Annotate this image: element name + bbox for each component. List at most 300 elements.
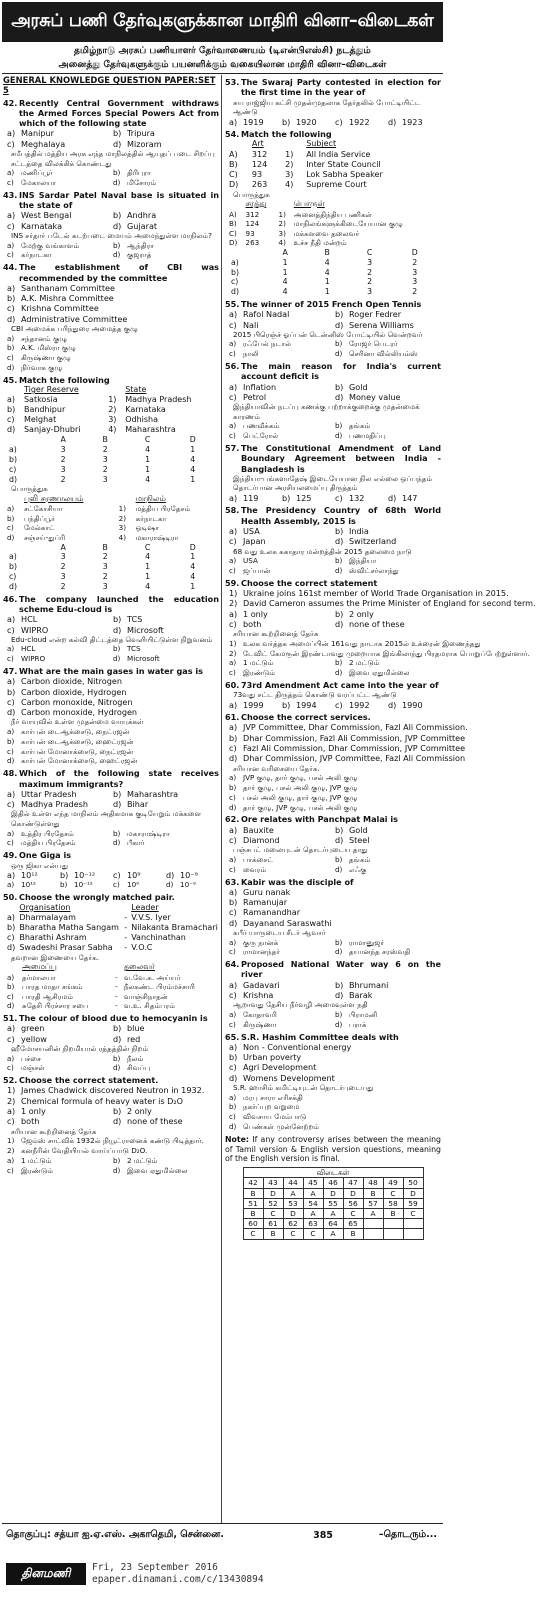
option-text: பெண்கள் முன்னேற்றம் bbox=[243, 1122, 320, 1132]
option bbox=[335, 1020, 441, 1030]
options bbox=[225, 722, 468, 764]
option-letter: d) bbox=[335, 618, 344, 629]
match-cell: மத்திய பிரதேசம் bbox=[135, 504, 191, 514]
options bbox=[225, 117, 441, 127]
question-number: 50. bbox=[3, 892, 18, 903]
codes-row bbox=[231, 287, 438, 297]
option-letter: a) bbox=[229, 421, 237, 431]
codes-header bbox=[231, 248, 438, 258]
match-row bbox=[5, 514, 221, 524]
option-text: 1923 bbox=[402, 116, 423, 127]
option-letter: 2) bbox=[7, 1095, 16, 1106]
option bbox=[7, 870, 60, 880]
question-tamil: CBI அமைக்க பரிந்துரை அமைத்த குழு bbox=[11, 324, 138, 334]
option-text: பணவீக்கம் bbox=[243, 421, 280, 431]
option bbox=[7, 727, 219, 737]
answer-key-row bbox=[243, 1219, 423, 1229]
option bbox=[229, 753, 468, 763]
option-text: Uttar Pradesh bbox=[21, 788, 77, 799]
match-row bbox=[227, 170, 443, 180]
option-letter: c) bbox=[229, 668, 236, 678]
codes-row bbox=[9, 552, 216, 562]
option-letter: c) bbox=[229, 431, 236, 441]
match-row bbox=[227, 160, 443, 170]
codes-cell: 3 bbox=[60, 445, 66, 455]
answer-key-cell: 49 bbox=[383, 1178, 403, 1188]
question-english: What are the main gases in water gas is bbox=[19, 666, 203, 676]
option-letter: d) bbox=[335, 990, 344, 1001]
options bbox=[3, 727, 219, 766]
option-letter: a) bbox=[229, 1041, 238, 1052]
option-letter: c) bbox=[229, 1062, 237, 1073]
option-letter: a) bbox=[229, 699, 238, 710]
option bbox=[113, 838, 219, 848]
option-letter: b) bbox=[113, 788, 122, 799]
question-tamil: பொருத்துக bbox=[233, 189, 270, 199]
match-cell: வாஞ்சிநாதன் bbox=[123, 991, 168, 1001]
codes-cell: 3 bbox=[367, 287, 373, 297]
codes-cell: B bbox=[102, 435, 108, 445]
question-tamil: S.R. ஹாசிம் கமிட்டியுடன் தொடர்புடையது bbox=[233, 1083, 374, 1093]
question-text bbox=[225, 1032, 441, 1042]
match-cell: Karnataka bbox=[125, 405, 166, 415]
option-letter: c) bbox=[335, 116, 343, 127]
option-letter: b) bbox=[113, 168, 121, 178]
option-letter: b) bbox=[335, 525, 344, 536]
answer-key-cell: B bbox=[383, 1209, 403, 1219]
option-text: Switzerland bbox=[349, 536, 397, 547]
options bbox=[3, 1023, 219, 1044]
match-cell: - bbox=[115, 972, 118, 982]
options bbox=[225, 588, 536, 609]
question-tamil: ஆறாவது தேசிய நீர்வழி அமைவுள்ள நதி bbox=[233, 1000, 368, 1010]
page-number: 385 bbox=[313, 1529, 333, 1541]
option bbox=[113, 168, 219, 178]
option-text: மரபு சாரா எரிசக்தி bbox=[243, 1092, 303, 1102]
question bbox=[3, 594, 219, 664]
answer-key-cell: 62 bbox=[283, 1219, 303, 1229]
option-text: Money value bbox=[349, 391, 401, 402]
codes-cell: b) bbox=[9, 562, 17, 572]
codes-cell: 2 bbox=[60, 562, 66, 572]
option-letter: 1) bbox=[7, 1136, 15, 1146]
option-letter: d) bbox=[388, 116, 397, 127]
question-english: Proposed National Water way 6 on the river bbox=[241, 959, 441, 980]
question bbox=[225, 299, 441, 359]
stamp-url[interactable]: epaper.dinamani.com/c/13430894 bbox=[92, 1573, 264, 1585]
option-text: blue bbox=[127, 1023, 145, 1034]
match-col-header: Subject bbox=[306, 139, 337, 149]
option-letter: d) bbox=[166, 870, 175, 881]
question-english: S.R. Hashim Committee deals with bbox=[241, 1031, 399, 1042]
answer-key-cell: B bbox=[363, 1188, 383, 1198]
codes-row bbox=[9, 445, 216, 455]
option-text: Microsoft bbox=[127, 654, 160, 664]
options bbox=[225, 887, 441, 928]
answer-key-title: விடைகள் bbox=[243, 1168, 423, 1178]
option-letter: a) bbox=[7, 828, 15, 838]
option-text: மஞ்சள் bbox=[21, 1063, 45, 1073]
option-text: ரோஜர் பெடரர் bbox=[349, 339, 398, 349]
option bbox=[229, 526, 335, 536]
option-text: Ramanujar bbox=[243, 897, 288, 908]
match-cell: 312 bbox=[251, 149, 268, 159]
options bbox=[3, 870, 219, 880]
option-text: red bbox=[127, 1033, 141, 1044]
option bbox=[229, 536, 335, 546]
option-letter: d) bbox=[335, 431, 343, 441]
codes-cell bbox=[9, 543, 42, 553]
option bbox=[113, 1106, 219, 1116]
match-row bbox=[5, 923, 221, 933]
match-col-header: அமைப்பு bbox=[22, 962, 57, 972]
option-text: 1992 bbox=[349, 699, 370, 710]
option-text: ஜப்பான் bbox=[243, 565, 271, 575]
option-letter: 2) bbox=[229, 648, 237, 658]
option-letter: c) bbox=[335, 493, 343, 504]
question-english: Recently Central Government withdraws the Armed Forces Special Powers Act from which of the following state bbox=[19, 97, 219, 129]
answer-key-cell: 51 bbox=[243, 1198, 263, 1208]
questions-46-49 bbox=[3, 594, 219, 891]
option-text: Serena Williams bbox=[349, 319, 414, 330]
question-english: The Constitutional Amendment of Land Boundary Agreement between India - Bangladesh is bbox=[241, 442, 441, 474]
option-letter: a) bbox=[7, 333, 15, 343]
option bbox=[335, 865, 441, 875]
option-text: 1999 bbox=[243, 699, 264, 710]
option-letter: a) bbox=[7, 168, 15, 178]
option-text: நீலம் bbox=[127, 1053, 144, 1063]
codes-cell: 2 bbox=[367, 267, 373, 277]
option bbox=[7, 250, 113, 260]
option bbox=[282, 117, 335, 127]
options bbox=[225, 493, 441, 503]
option-letter: a) bbox=[229, 937, 237, 947]
option-text: Carbon dioxide, Nitrogen bbox=[21, 676, 122, 687]
option-text: yellow bbox=[21, 1033, 47, 1044]
codes-cell: 1 bbox=[190, 552, 196, 562]
question-text bbox=[225, 578, 441, 588]
option-letter: a) bbox=[229, 309, 238, 320]
question-text bbox=[3, 850, 219, 860]
options bbox=[225, 1042, 441, 1083]
option bbox=[229, 349, 335, 359]
option-letter: b) bbox=[229, 897, 238, 908]
match-col-header bbox=[277, 199, 292, 209]
options bbox=[3, 1136, 219, 1156]
option bbox=[229, 1112, 441, 1122]
option bbox=[229, 990, 335, 1000]
option-letter: c) bbox=[229, 1112, 236, 1122]
match-cell: D) bbox=[229, 238, 238, 248]
option bbox=[229, 1102, 441, 1112]
option bbox=[7, 737, 219, 747]
codes-cell: 2 bbox=[102, 445, 108, 455]
match-cell: b) bbox=[7, 513, 15, 523]
match-cell: மேல்காட் bbox=[23, 523, 55, 533]
option bbox=[229, 865, 335, 875]
option-text: 10⁻⁹ bbox=[180, 880, 196, 890]
option-text: ராமானந்தர் bbox=[243, 947, 281, 957]
option-text: Gold bbox=[349, 824, 368, 835]
option-text: Andhra bbox=[127, 210, 157, 221]
option-text: பச்சை bbox=[21, 1053, 42, 1063]
option-letter: a) bbox=[7, 1023, 16, 1034]
codes-cell: 3 bbox=[102, 474, 108, 484]
codes-cell: c) bbox=[9, 464, 17, 474]
option bbox=[7, 293, 219, 303]
question-number: 59. bbox=[225, 577, 240, 588]
option bbox=[113, 139, 219, 149]
options bbox=[225, 1093, 441, 1132]
option-letter: d) bbox=[335, 864, 343, 874]
questions-42-44 bbox=[3, 98, 219, 373]
option-text: 132 bbox=[349, 493, 365, 504]
option-letter: b) bbox=[335, 556, 343, 566]
option-text: 10⁻¹² bbox=[74, 880, 93, 890]
codes-cell: 1 bbox=[145, 562, 151, 572]
match-cell: V.O.C bbox=[131, 942, 153, 952]
option bbox=[7, 756, 219, 766]
match-cell: - bbox=[124, 932, 128, 942]
codes-cell: 2 bbox=[367, 277, 373, 287]
option-text: Carbon dioxide, Hydrogen bbox=[21, 686, 127, 697]
answer-key-cell: B bbox=[243, 1209, 263, 1219]
option-letter: c) bbox=[7, 353, 14, 363]
option-text: சந்தானம் குழு bbox=[21, 333, 68, 343]
option-letter: a) bbox=[229, 854, 237, 864]
option bbox=[7, 687, 219, 697]
option-text: 10⁹ bbox=[127, 870, 141, 881]
match-cell: - bbox=[115, 1001, 118, 1011]
options bbox=[225, 855, 441, 875]
option-text: TCS bbox=[127, 644, 141, 654]
match-col-header: மாநிலம் bbox=[135, 493, 166, 503]
option-letter: b) bbox=[335, 421, 343, 431]
match-col-header: தலைவர் bbox=[123, 962, 156, 972]
answer-key-cell bbox=[363, 1219, 383, 1229]
option-text: West Bengal bbox=[21, 210, 72, 221]
option-letter: b) bbox=[113, 210, 122, 221]
option bbox=[335, 990, 441, 1000]
option-letter: c) bbox=[7, 178, 14, 188]
match-row bbox=[227, 150, 443, 160]
match-cell: 2) bbox=[278, 219, 286, 229]
option bbox=[7, 1096, 219, 1106]
option bbox=[7, 334, 219, 344]
codes-cell: d) bbox=[231, 287, 239, 297]
question-tamil: Edu-cloud என்ற கல்வி திட்டத்தை வெளியிட்டுள்ள நிறுவனம் bbox=[11, 634, 213, 644]
option bbox=[113, 1054, 219, 1064]
option-text: Krishna Committee bbox=[21, 303, 99, 314]
option-letter: a) bbox=[229, 608, 238, 619]
option bbox=[282, 700, 335, 710]
option-letter: b) bbox=[282, 116, 291, 127]
option-letter: c) bbox=[7, 799, 15, 810]
match-col-header: Organisation bbox=[19, 902, 71, 912]
option-text: David Cameron assumes the Prime Minister of England for second term. bbox=[243, 598, 536, 609]
option-text: இரண்டும் bbox=[21, 1165, 54, 1175]
codes-cell: 4 bbox=[324, 257, 330, 267]
match-cell: c) bbox=[7, 991, 14, 1001]
codes-row bbox=[231, 258, 438, 268]
match-col-header bbox=[122, 903, 129, 913]
option-text: மத்திய பிரதேசம் bbox=[21, 838, 76, 848]
option bbox=[7, 1034, 113, 1044]
option bbox=[388, 493, 441, 503]
match-cell: மக்களவை தலைவர் bbox=[293, 228, 360, 238]
question-number: 46. bbox=[3, 593, 18, 604]
option bbox=[7, 697, 219, 707]
option-letter: d) bbox=[7, 756, 15, 766]
option bbox=[7, 1085, 219, 1095]
option-text: both bbox=[243, 618, 262, 629]
option bbox=[7, 676, 219, 686]
codes-cell: 3 bbox=[60, 552, 66, 562]
option-text: Barak bbox=[349, 990, 373, 1001]
question-text bbox=[225, 505, 441, 526]
options bbox=[225, 382, 441, 403]
option-text: மகாராஷ்டிரா bbox=[127, 828, 170, 838]
codes-cell: 4 bbox=[145, 552, 151, 562]
option-letter: b) bbox=[335, 658, 343, 668]
option bbox=[7, 829, 113, 839]
question-number: 45. bbox=[3, 374, 18, 385]
question-text bbox=[225, 129, 441, 139]
option-letter: a) bbox=[229, 339, 237, 349]
option-text: பெட்ரோல் bbox=[243, 431, 279, 441]
question bbox=[225, 577, 536, 678]
match-col-header: Art bbox=[251, 139, 264, 149]
option-letter: c) bbox=[229, 349, 236, 359]
match-cell: c) bbox=[7, 932, 15, 942]
match-cell: 2) bbox=[285, 159, 294, 169]
option-letter: d) bbox=[229, 802, 237, 812]
answer-key-cell: 60 bbox=[243, 1219, 263, 1229]
option bbox=[335, 835, 441, 845]
option bbox=[335, 536, 441, 546]
option-letter: d) bbox=[335, 349, 343, 359]
option bbox=[7, 707, 219, 717]
option bbox=[229, 897, 441, 907]
option bbox=[229, 382, 335, 392]
option bbox=[335, 980, 441, 990]
option-text: விவசாய மேம்பாடு bbox=[243, 1112, 307, 1122]
option-letter: b) bbox=[7, 736, 15, 746]
question-text bbox=[3, 892, 219, 902]
options bbox=[3, 334, 219, 373]
option bbox=[335, 526, 441, 536]
option bbox=[7, 221, 113, 231]
option bbox=[335, 117, 388, 127]
option-letter: c) bbox=[113, 870, 121, 881]
match-cell: 93 bbox=[251, 169, 263, 179]
codes-cell: b) bbox=[9, 454, 17, 464]
option-letter: d) bbox=[113, 220, 122, 231]
option-letter: c) bbox=[229, 907, 237, 918]
question-tamil: பஞ்சபட் மலையுடன் தொடர்புடைய தாது bbox=[233, 845, 368, 855]
match-col-header: பொருள் bbox=[293, 199, 325, 209]
option bbox=[60, 880, 113, 890]
option bbox=[388, 117, 441, 127]
option-letter: a) bbox=[229, 556, 237, 566]
option-letter: a) bbox=[7, 614, 16, 625]
question-english: Match the following bbox=[19, 374, 110, 385]
option-letter: c) bbox=[7, 624, 15, 635]
match-col-header bbox=[117, 494, 134, 504]
option-text: Agri Development bbox=[243, 1062, 317, 1073]
question-text bbox=[225, 877, 441, 887]
option-letter: b) bbox=[335, 979, 344, 990]
answer-key-cell bbox=[383, 1219, 403, 1229]
question-number: 61. bbox=[225, 712, 240, 723]
option-text: Guru nanak bbox=[243, 886, 291, 897]
match-cell: d) bbox=[7, 533, 15, 543]
answer-key-cell: 54 bbox=[303, 1198, 323, 1208]
option-letter: b) bbox=[113, 1023, 122, 1034]
option bbox=[229, 1122, 441, 1132]
codes-cell: D bbox=[411, 247, 418, 257]
option-letter: c) bbox=[229, 319, 237, 330]
answer-key-cell: B bbox=[243, 1188, 263, 1198]
question-text bbox=[225, 814, 441, 824]
option bbox=[113, 128, 219, 138]
option-letter: b) bbox=[335, 339, 343, 349]
question-text bbox=[225, 712, 441, 722]
codes-cell: a) bbox=[231, 257, 239, 267]
match-cell: 3) bbox=[118, 523, 127, 533]
footer-source: தொகுப்பு: சத்யா ஐ.ஏ.எஸ். அகாதெமி, சென்னை. bbox=[6, 1529, 224, 1540]
question-tamil: சரியான கூற்றினைத் தேர்க bbox=[11, 1126, 97, 1136]
question bbox=[225, 505, 441, 575]
option bbox=[335, 421, 441, 431]
match-cell: C) bbox=[229, 228, 237, 238]
question-english: The colour of blood due to hemocyanin is bbox=[19, 1013, 208, 1024]
answer-key-cell: 53 bbox=[283, 1198, 303, 1208]
answer-key-cell: C bbox=[303, 1229, 323, 1239]
codes-cell: B bbox=[324, 247, 330, 257]
option-text: கார்பன் டைஆக்சைடு, நைட்ரஜன் bbox=[21, 727, 130, 737]
option bbox=[229, 309, 335, 319]
option-text: தங்கம் bbox=[349, 854, 371, 864]
option bbox=[166, 880, 219, 890]
codes-row bbox=[9, 475, 216, 485]
codes-cell: B bbox=[102, 542, 108, 552]
option-letter: b) bbox=[282, 699, 291, 710]
option-letter: c) bbox=[229, 536, 237, 547]
option-letter: d) bbox=[229, 1072, 238, 1083]
question-english: The Swaraj Party contested in election for the first time in the year of bbox=[241, 77, 441, 98]
option bbox=[7, 1116, 113, 1126]
option bbox=[229, 793, 441, 803]
option-letter: c) bbox=[229, 1019, 236, 1029]
options bbox=[225, 556, 441, 576]
answer-key-cell: 56 bbox=[343, 1198, 363, 1208]
answer-key-table bbox=[243, 1167, 424, 1239]
option bbox=[166, 870, 219, 880]
option-text: மேகாலயா bbox=[21, 178, 57, 188]
option bbox=[113, 210, 219, 220]
option-letter: d) bbox=[113, 250, 121, 260]
option-text: Santhanam Committee bbox=[21, 282, 115, 293]
option-letter: a) bbox=[229, 381, 238, 392]
codes-cell: d) bbox=[9, 474, 17, 484]
option bbox=[229, 117, 282, 127]
option bbox=[229, 918, 441, 928]
question-tamil: 2015 பிரெஞ்ச் ஓப்பன் டென்னிஸ் போட்டியில் வென்றவர் bbox=[233, 329, 423, 339]
option bbox=[7, 1063, 113, 1073]
option-text: திரிபுரா bbox=[127, 168, 151, 178]
match-cell: 1) bbox=[285, 149, 294, 159]
